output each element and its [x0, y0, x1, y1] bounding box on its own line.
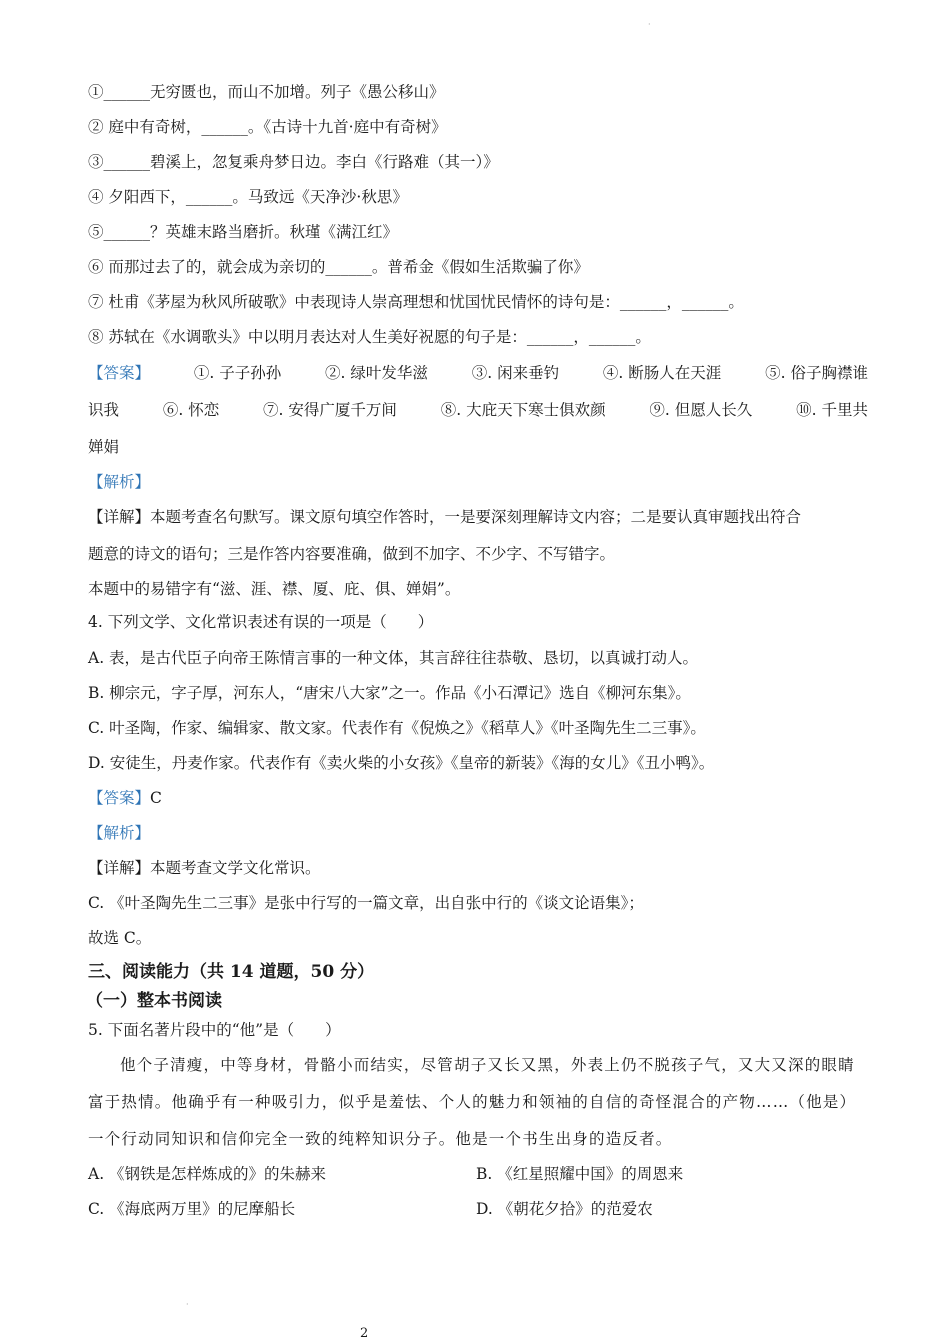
q5-question: 5. 下面名著片段中的“他”是（ ）: [88, 1021, 341, 1039]
q5-passage-line-2: 富于热情。他确乎有一种吸引力，似乎是羞怯、个人的魅力和领袖的自信的奇怪混合的产物……（他是）: [88, 1093, 857, 1111]
q5-option-c: C. 《海底两万里》的尼摩船长: [88, 1200, 296, 1218]
q4-answer-line: [88, 788, 162, 808]
q4-detail-text: 本题考查文学文化常识。: [150, 859, 321, 877]
q3-analysis-tag: 【解析】: [88, 473, 151, 491]
q5-passage-line-3: 一个行动同知识和信仰完全一致的纯粹知识分子。他是一个书生出身的造反者。: [88, 1130, 673, 1148]
q4-option-d: D. 安徒生，丹麦作家。代表作有《卖火柴的小女孩》《皇帝的新装》《海的女儿》《丑小鸭》。: [88, 754, 715, 772]
q3-detail-line-2: 题意的诗文的语句；三是作答内容要准确，做到不加字、不少字、不写错字。: [88, 545, 616, 563]
page-dot-bottom: ·: [186, 1300, 189, 1309]
section-subtitle: （一）整本书阅读: [86, 991, 222, 1011]
q5-option-d: D. 《朝花夕拾》的范爱农: [476, 1200, 653, 1218]
q3-answer: ②. 绿叶发华滋: [325, 364, 428, 382]
q3-answer: ⑤. 俗子胸襟谁: [765, 364, 868, 382]
q3-detail-line-1: [88, 507, 801, 527]
recite-item-5: ⑤______？英雄末路当磨折。秋瑾《满江红》: [88, 223, 399, 241]
q4-detail-line: [88, 858, 321, 878]
q4-option-c: C. 叶圣陶，作家、编辑家、散文家。代表作有《倪焕之》《稻草人》《叶圣陶先生二三事》。: [88, 719, 706, 737]
q4-analysis-tag: 【解析】: [88, 824, 151, 842]
q4-explain: C. 《叶圣陶先生二三事》是张中行写的一篇文章，出自张中行的《谈文论语集》；: [88, 894, 644, 912]
recite-item-2: ② 庭中有奇树，______。《古诗十九首·庭中有奇树》: [88, 118, 447, 136]
q3-answer: ⑦. 安得广厦千万间: [263, 401, 397, 419]
q3-answer: ⑧. 大庇天下寒士俱欢颜: [440, 401, 606, 419]
q3-answer: ③. 闲来垂钓: [471, 364, 560, 382]
q5-option-b: B. 《红星照耀中国》的周恩来: [476, 1165, 684, 1183]
q4-answer: C: [150, 789, 162, 807]
q3-detail-line-3: 本题中的易错字有“滋、涯、襟、厦、庇、俱、婵娟”。: [88, 580, 461, 598]
q3-detail-tag: 【详解】: [88, 508, 151, 526]
q4-question: 4. 下列文学、文化常识表述有误的一项是（ ）: [88, 613, 434, 631]
q4-detail-tag: 【详解】: [88, 859, 151, 877]
q3-answer: ①. 子子孙孙: [193, 364, 282, 382]
q4-answer-tag: 【答案】: [88, 789, 151, 807]
q3-answer: ⑥. 怀恋: [162, 401, 220, 419]
q3-answer: ⑩. 千里共: [796, 401, 868, 419]
q3-answer: ⑨. 但愿人长久: [649, 401, 753, 419]
q3-answer-row-3: 婵娟: [88, 438, 120, 456]
q4-option-b: B. 柳宗元，字子厚，河东人，“唐宋八大家”之一。作品《小石潭记》选自《柳河东集》。: [88, 684, 691, 702]
recite-item-1: ①______无穷匮也，而山不加增。列子《愚公移山》: [88, 83, 445, 101]
q3-answer-row-2: [88, 400, 868, 420]
page-dot-top: ·: [648, 20, 651, 29]
q5-option-a: A. 《钢铁是怎样炼成的》的朱赫来: [88, 1165, 327, 1183]
recite-item-6: ⑥ 而那过去了的，就会成为亲切的______。普希金《假如生活欺骗了你》: [88, 258, 589, 276]
section-title: 三、阅读能力（共 14 道题，50 分）: [88, 962, 375, 982]
q3-answer-tag: 【答案】: [88, 364, 151, 382]
recite-item-4: ④ 夕阳西下，______。马致远《天净沙·秋思》: [88, 188, 408, 206]
recite-item-7: ⑦ 杜甫《茅屋为秋风所破歌》中表现诗人崇高理想和忧国忧民情怀的诗句是：______，______。: [88, 293, 744, 311]
q3-detail-text: 本题考查名句默写。课文原句填空作答时，一是要深刻理解诗文内容；二是要认真审题找出符合: [150, 508, 802, 526]
q5-passage-line-1: 他个子清瘦，中等身材，骨骼小而结实，尽管胡子又长又黑，外表上仍不脱孩子气，又大又深的眼睛: [120, 1056, 855, 1074]
q4-conclusion: 故选 C。: [88, 929, 152, 947]
recite-item-3: ③______碧溪上，忽复乘舟梦日边。李白《行路难（其一）》: [88, 153, 499, 171]
q3-answer: 识我: [88, 401, 120, 419]
recite-item-8: ⑧ 苏轼在《水调歌头》中以明月表达对人生美好祝愿的句子是：______，______。: [88, 328, 651, 346]
q3-answer: ④. 断肠人在天涯: [602, 364, 722, 382]
q3-answer-row-1: [88, 363, 868, 383]
q4-option-a: A. 表，是古代臣子向帝王陈情言事的一种文体，其言辞往往恭敬、恳切，以真诚打动人。: [88, 649, 699, 667]
page-number: 2: [360, 1326, 369, 1341]
